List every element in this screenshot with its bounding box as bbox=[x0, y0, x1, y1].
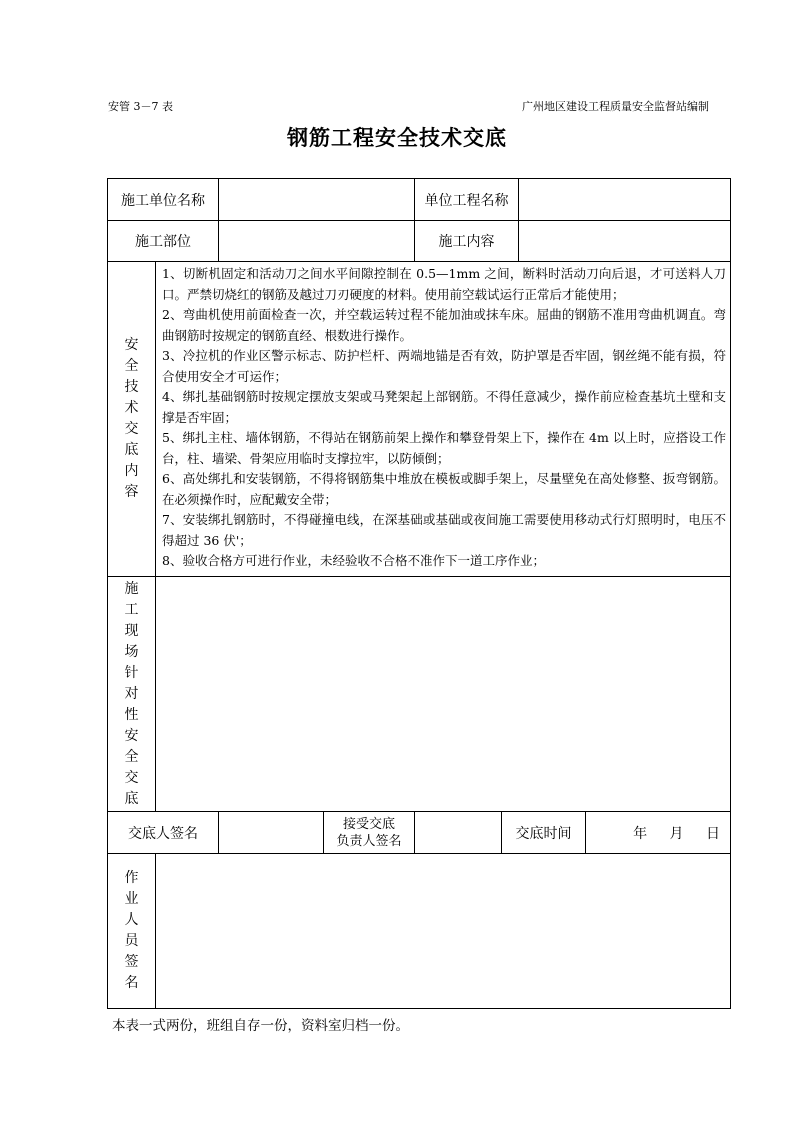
construction-unit-field[interactable] bbox=[219, 179, 415, 221]
issuer-text: 广州地区建设工程质量安全监督站编制 bbox=[522, 100, 709, 113]
worker-signature-label: 作 业 人 员 签 名 bbox=[108, 854, 156, 1009]
safety-content-label: 安 全 技 术 交 底 内 容 bbox=[108, 262, 156, 577]
safety-item: 8、验收合格方可进行作业，未经验收不合格不准作下一道工序作业； bbox=[162, 553, 545, 568]
worker-signature-field[interactable] bbox=[156, 854, 731, 1009]
unit-project-field[interactable] bbox=[519, 179, 731, 221]
construction-content-label: 施工内容 bbox=[415, 221, 519, 262]
safety-item: 3、冷拉机的作业区警示标志、防护栏杆、两端地锚是否有效，防护罩是否牢固，钢丝绳不能有损，符合使用安全才可运作； bbox=[162, 348, 726, 384]
safety-item: 4、绑扎基础钢筋时按规定摆放支架或马凳架起上部钢筋。不得任意减少，操作前应检查基坑土壁和支撑是否牢固； bbox=[162, 389, 726, 425]
safety-item: 5、绑扎主柱、墙体钢筋，不得站在钢筋前架上操作和攀登骨架上下，操作在 4m 以上时，应搭设工作台，柱、墙梁、骨架应用临时支撑拉牢，以防倾倒； bbox=[162, 430, 726, 466]
page-title: 钢筋工程安全技术交底 bbox=[287, 125, 507, 150]
construction-unit-label: 施工单位名称 bbox=[108, 179, 219, 221]
safety-content-text bbox=[156, 262, 731, 577]
site-specific-field[interactable] bbox=[156, 577, 731, 812]
disclosure-date-field[interactable]: 年 月 日 bbox=[586, 812, 731, 854]
construction-part-label: 施工部位 bbox=[108, 221, 219, 262]
disclosure-form-table bbox=[107, 178, 731, 1009]
safety-item: 2、弯曲机使用前面检查一次，并空载运转过程不能加油或抹车床。屈曲的钢筋不准用弯曲机调直。弯曲钢筋时按规定的钢筋直经、根数进行操作。 bbox=[162, 307, 726, 343]
site-specific-label: 施 工 现 场 针 对 性 安 全 交 底 bbox=[108, 577, 156, 812]
footer-note: 本表一式两份，班组自存一份，资料室归档一份。 bbox=[112, 1018, 409, 1034]
construction-content-field[interactable] bbox=[519, 221, 731, 262]
unit-project-label: 单位工程名称 bbox=[415, 179, 519, 221]
receiver-signature-field[interactable] bbox=[415, 812, 502, 854]
safety-item: 7、安装绑扎钢筋时，不得碰撞电线，在深基础或基础或夜间施工需要使用移动式行灯照明时，电压不得超过 36 伏'； bbox=[162, 512, 726, 548]
disclosure-time-label: 交底时间 bbox=[502, 812, 586, 854]
briefer-signature-field[interactable] bbox=[219, 812, 324, 854]
construction-part-field[interactable] bbox=[219, 221, 415, 262]
safety-item: 6、高处绑扎和安装钢筋，不得将钢筋集中堆放在模板或脚手架上，尽量壁免在高处修整、扳弯钢筋。在必须操作时，应配戴安全带； bbox=[162, 471, 726, 507]
briefer-signature-label: 交底人签名 bbox=[108, 812, 219, 854]
receiver-signature-label: 接受交底 负责人签名 bbox=[324, 812, 415, 854]
safety-item: 1、切断机固定和活动刀之间水平间隙控制在 0.5—1mm 之间，断料时活动刀向后退，才可送料人刀口。严禁切烧红的钢筋及越过刀刃硬度的材料。使用前空载试运行正常后才能使用； bbox=[162, 266, 726, 302]
form-code: 安管 3－7 表 bbox=[108, 100, 173, 113]
